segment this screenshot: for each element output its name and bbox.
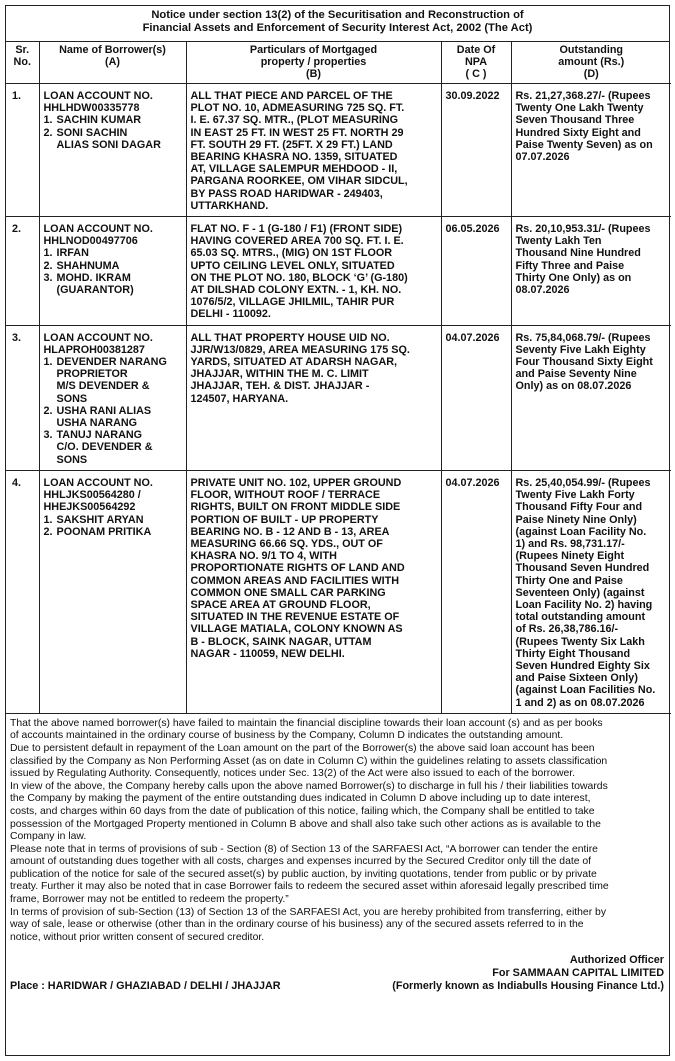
notice-body [6,714,669,945]
borrower-number: 1. [43,356,53,369]
borrower-name-line: MOHD. IKRAM [56,271,131,284]
borrower-number: 2. [43,259,53,272]
header-amount: Outstanding amount (Rs.) (D) [511,42,671,84]
paragraph-line: In terms of provision of sub-Section (13) of Section 13 of the SARFAESI Act, you are hereby prohibited from transferring, either by [10,906,607,918]
borrower-number: 3. [43,271,53,284]
property-line: B - BLOCK, SAINK NAGAR, UTTAM [190,635,372,648]
borrower-number: 2. [43,126,53,139]
notice-paragraph [10,743,663,781]
amount-line: (against Loan Facility No. [515,525,647,538]
paragraph-line: classified by the Company as Non Performing Asset (as on date in Column C) within the guidelines relating to assets classification [10,755,608,767]
property-line: BY PASS ROAD HARIDWAR - 249403, [190,187,383,200]
amount-line: Thirty One and Paise [515,574,623,587]
loan-account-line: HHLHDW00335778 [43,102,140,115]
outstanding-amount [511,470,671,713]
property-line: ALL THAT PIECE AND PARCEL OF THE [190,90,393,102]
amount-line: Thousand Seven Hundred [515,562,650,575]
borrower-entry [44,429,182,466]
paragraph-line: the Company by making the payment of the entire outstanding dues indicated in Column D above including up to date interest, [10,793,591,805]
borrower-number: 1. [43,114,53,127]
amount-line: Twenty Five Lakh Forty [515,489,635,502]
borrower-name-line: (GUARANTOR) [56,284,134,297]
outstanding-amount [511,217,671,326]
property-line: ON THE PLOT NO. 180, BLOCK ‘G’ (G-180) [190,271,408,284]
borrower-entry [44,526,182,538]
paragraph-line: frame, Borrower may not be entitled to redeem the property.” [10,894,289,906]
property-cell [186,470,441,713]
paragraph-line: Due to persistent default in repayment of the Loan amount on the part of the Borrower(s) the above said loan account has been [10,742,595,754]
borrower-cell [39,84,186,217]
paragraph-line: Company in law. [10,831,87,843]
borrower-name-line: C/O. DEVENDER & [56,441,153,454]
amount-line: Seventeen Only) (against [515,586,645,599]
borrower-name [57,247,182,259]
borrower-cell [39,325,186,470]
amount-line: Paise Ninety Nine Only) [515,513,637,526]
table-row [6,217,671,326]
header-borrower: Name of Borrower(s) (A) [39,42,186,84]
property-line: KHASRA NO. 9/1 TO 4, WITH [190,550,337,563]
borrower-name [57,356,182,405]
header-date: Date Of NPA ( C ) [441,42,511,84]
serial-number: 1. [6,84,39,217]
amount-line: Rs. 25,40,054.99/- (Rupees [515,476,651,489]
paragraph-line: That the above named borrower(s) have failed to maintain the financial discipline towards their loan account (s) and as per books [10,717,603,729]
property-line: JHAJJAR, TEH. & DIST. JHAJJAR - [190,380,370,393]
amount-line: Twenty One Lakh Twenty [515,102,644,115]
borrower-name-line: SONI SACHIN [56,126,128,139]
amount-line: Seventy Five Lakh Eighty [515,343,646,356]
borrower-name [57,260,182,272]
paragraph-line: amount of outstanding dues together with all costs, charges and expenses incurred by the Secured Creditor only till the date of [10,856,592,868]
title-line-1: Notice under section 13(2) of the Securitisation and Reconstruction of [151,9,524,21]
borrower-number: 2. [43,404,53,417]
borrower-name [57,514,182,526]
loan-account-line: LOAN ACCOUNT NO. [43,90,153,102]
paragraph-line: way of sale, lease or otherwise (other than in the ordinary course of his business) any of the secured assets referred to in the [10,919,584,931]
amount-line: 1 and 2) as on 08.07.2026 [515,696,645,709]
property-line: FLOOR, WITHOUT ROOF / TERRACE [190,489,381,502]
borrower-name-line: ALIAS SONI DAGAR [56,138,161,151]
title-line-2: Financial Assets and Enforcement of Security Interest Act, 2002 (The Act) [142,22,533,34]
borrower-name [57,272,182,296]
paragraph-line: of accounts maintained in the ordinary course of business by the Company, Column D indicates the outstanding amount. [10,730,564,742]
loan-account-line: LOAN ACCOUNT NO. [43,331,153,344]
borrower-name [57,405,182,429]
loan-account-line: HHEJKS00564292 [43,501,136,514]
borrower-name-line: SHAHNUMA [56,259,120,272]
amount-line: total outstanding amount [515,611,646,624]
paragraph-line: notice, without prior written consent of secured creditor. [10,931,265,943]
paragraph-line: possession of the Mortgaged Property mentioned in Column B above and shall also take such other actions as is available to the [10,818,601,830]
outstanding-amount [511,325,671,470]
borrower-entry [44,260,182,272]
property-line: BEARING KHASRA NO. 1359, SITUATED [190,151,398,164]
property-line: NAGAR - 110059, NEW DELHI. [190,647,345,660]
notice-paragraph [10,781,663,844]
borrower-number: 3. [43,429,53,442]
paragraph-line: issued by Regulating Authority. Consequently, notices under Sec. 13(2) of the Act were also issued to each of the borrower. [10,768,576,780]
amount-line: 1) and Rs. 98,731.17/- [515,537,625,550]
property-line: RIGHTS, BUILT ON FRONT MIDDLE SIDE [190,501,401,514]
amount-line: Loan Facility No. 2) having [515,598,653,611]
amount-line: Rs. 20,10,953.31/- (Rupees [515,223,651,236]
paragraph-line: Please note that in terms of provisions of sub - Section (8) of Section 13 of the SARFAESI Act, “A borrower can tender the entire [10,843,598,855]
paragraph-line: costs, and charges within 60 days from the date of publication of this notice, failing which, the Company shall be entitled to take [10,805,595,817]
loan-account-line: LOAN ACCOUNT NO. [43,476,153,489]
borrower-entry [44,405,182,429]
property-line: 65.03 SQ. MTRS., (MIG) ON 1ST FLOOR [190,247,393,260]
borrower-number: 1. [43,513,53,526]
borrower-name-line: TANUJ NARANG [56,429,143,442]
header-property: Particulars of Mortgaged property / properties (B) [186,42,441,84]
borrower-name-line: PROPRIETOR [56,368,128,381]
borrower-name-line: SONS [56,453,88,466]
header-sr: Sr. No. [6,42,39,84]
amount-line: and Paise Seventy Nine [515,368,637,381]
property-line: I. E. 67.37 SQ. MTR., (PLOT MEASURING [190,114,399,127]
authorized-officer: Authorized Officer [569,954,664,967]
amount-line: Seven Thousand Three [515,114,635,127]
notice [5,5,670,1056]
borrower-entry [44,114,182,126]
property-line: PRIVATE UNIT NO. 102, UPPER GROUND [190,476,402,489]
borrower-name-line: POONAM PRITIKA [56,525,152,538]
amount-line: (Rupees Twenty Six Lakh [515,635,645,648]
property-line: HAVING COVERED AREA 700 SQ. FT. I. E. [190,235,404,248]
borrower-name-line: IRFAN [56,247,89,260]
table-body [6,84,671,714]
paragraph-line: publication of the notice for sale of the secured asset(s) by public auction, by inviting quotations, tender from public or by private [10,868,597,880]
property-line: FLAT NO. F - 1 (G-180 / F1) (FRONT SIDE) [190,223,403,236]
property-line: YARDS, SITUATED AT ADARSH NAGAR, [190,356,398,369]
amount-line: Rs. 75,84,068.79/- (Rupees [515,331,651,344]
table-row [6,325,671,470]
loan-account-line: HHLJKS00564280 / [43,489,141,502]
borrower-entry [44,514,182,526]
borrower-number: 1. [43,247,53,260]
property-cell [186,84,441,217]
amount-line: Four Thousand Sixty Eight [515,356,653,369]
notice-paragraph [10,844,663,907]
amount-line: Rs. 21,27,368.27/- (Rupees [515,90,651,102]
paragraph-line: treaty. Further it may also be noted that in case Borrower fails to redeem the secured asset within aforesaid legally prescribed time [10,881,609,893]
property-line: PLOT NO. 10, ADMEASURING 725 SQ. FT. [190,102,405,115]
property-cell [186,325,441,470]
amount-line: 07.07.2026 [515,151,570,164]
serial-number: 4. [6,470,39,713]
borrower-name-line: USHA NARANG [56,417,138,430]
company-name: For SAMMAAN CAPITAL LIMITED [492,966,664,979]
amount-line: Hundred Sixty Eight and [515,126,641,139]
property-line: DELHI - 110092. [190,308,271,321]
borrower-cell [39,217,186,326]
property-line: IN EAST 25 FT. IN WEST 25 FT. NORTH 29 [190,126,404,139]
notice-paragraph [10,718,663,743]
notice-table [6,42,671,714]
serial-number: 2. [6,217,39,326]
property-line: COMMON ONE SMALL CAR PARKING [190,586,386,599]
property-line: AT, VILLAGE SALEMPUR MEHDOOD - II, [190,163,398,176]
property-cell [186,217,441,326]
borrower-entry [44,127,182,151]
amount-line: and Paise Sixteen Only) [515,672,638,685]
notice-title [6,6,669,42]
amount-line: (against Loan Facilities No. [515,684,656,697]
property-line: JJR/W13/0829, AREA MEASURING 175 SQ. [190,343,410,356]
table-header-row [6,42,671,84]
serial-number: 3. [6,325,39,470]
property-line: VILLAGE MATIALA, COLONY KNOWN AS [190,623,403,636]
borrower-name [57,526,182,538]
borrower-name-line: SAKSHIT ARYAN [56,513,144,526]
amount-line: (Rupees Ninety Eight [515,550,625,563]
borrower-name-line: SONS [56,392,88,405]
borrower-entry [44,247,182,259]
amount-line: Thousand Nine Hundred [515,247,641,260]
footer-line [6,979,669,993]
paragraph-line: In view of the above, the Company hereby calls upon the above named Borrower(s) to discharge in full his / their liabilities towards [10,780,608,792]
borrower-number: 2. [43,525,53,538]
borrower-cell [39,470,186,713]
property-line: AT DILSHAD COLONY EXTN. - 1, KH. NO. [190,284,402,297]
notice-paragraph [10,907,663,945]
property-line: SITUATED IN THE REVENUE ESTATE OF [190,611,400,624]
loan-account-line: HHLNOD00497706 [43,235,138,248]
borrower-name-line: SACHIN KUMAR [56,114,142,127]
amount-line: Thirty One Only) as on [515,271,632,284]
borrower-name [57,429,182,466]
amount-line: Thirty Eight Thousand [515,647,631,660]
signature-block [6,954,669,979]
property-line: UPTO CEILING LEVEL ONLY, SITUATED [190,259,395,272]
loan-account-line: HLAPROH00381287 [43,343,145,356]
npa-date: 06.05.2026 [441,217,511,326]
property-line: ALL THAT PROPERTY HOUSE UID NO. [190,331,390,344]
amount-line: 08.07.2026 [515,284,570,297]
amount-line: of Rs. 26,38,786.16/- [515,623,619,636]
table-row [6,470,671,713]
property-line: COMMON AREAS AND FACILITIES WITH [190,574,400,587]
amount-line: Thousand Fifty Four and [515,501,643,514]
amount-line: Only) as on 08.07.2026 [515,380,632,393]
property-line: PROPORTIONATE RIGHTS OF LAND AND [190,562,405,575]
amount-line: Fifty Three and Paise [515,259,625,272]
table-row [6,84,671,217]
npa-date: 04.07.2026 [441,325,511,470]
borrower-name-line: DEVENDER NARANG [56,356,167,369]
property-line: MEASURING 66.66 SQ. YDS., OUT OF [190,537,383,550]
amount-line: Twenty Lakh Ten [515,235,602,248]
amount-line: Seven Hundred Eighty Six [515,659,650,672]
npa-date: 04.07.2026 [441,470,511,713]
borrower-name-line: M/S DEVENDER & [56,380,150,393]
property-line: BEARING NO. B - 12 AND B - 13, AREA [190,525,390,538]
property-line: UTTARKHAND. [190,199,269,212]
borrower-entry [44,356,182,405]
property-line: SPACE AREA AT GROUND FLOOR, [190,598,371,611]
place: Place : HARIDWAR / GHAZIABAD / DELHI / JHAJJAR [10,980,281,993]
property-line: 1076/5/2, VILLAGE JHILMIL, TAHIR PUR [190,296,395,309]
formerly-known-as: (Formerly known as Indiabulls Housing Finance Ltd.) [392,980,664,993]
property-line: JHAJJAR, WITHIN THE M. C. LIMIT [190,368,369,381]
loan-account-line: LOAN ACCOUNT NO. [43,223,153,236]
property-line: PARGANA ROORKEE, OM VIHAR SIDCUL, [190,175,408,188]
property-line: FT. SOUTH 29 FT. (25FT. X 29 FT.) LAND [190,138,393,151]
property-line: 124507, HARYANA. [190,392,289,405]
borrower-name [57,114,182,126]
npa-date: 30.09.2022 [441,84,511,217]
amount-line: Paise Twenty Seven) as on [515,138,653,151]
borrower-name [57,127,182,151]
borrower-entry [44,272,182,296]
property-line: PORTION OF BUILT - UP PROPERTY [190,513,379,526]
outstanding-amount [511,84,671,217]
borrower-name-line: USHA RANI ALIAS [56,404,152,417]
